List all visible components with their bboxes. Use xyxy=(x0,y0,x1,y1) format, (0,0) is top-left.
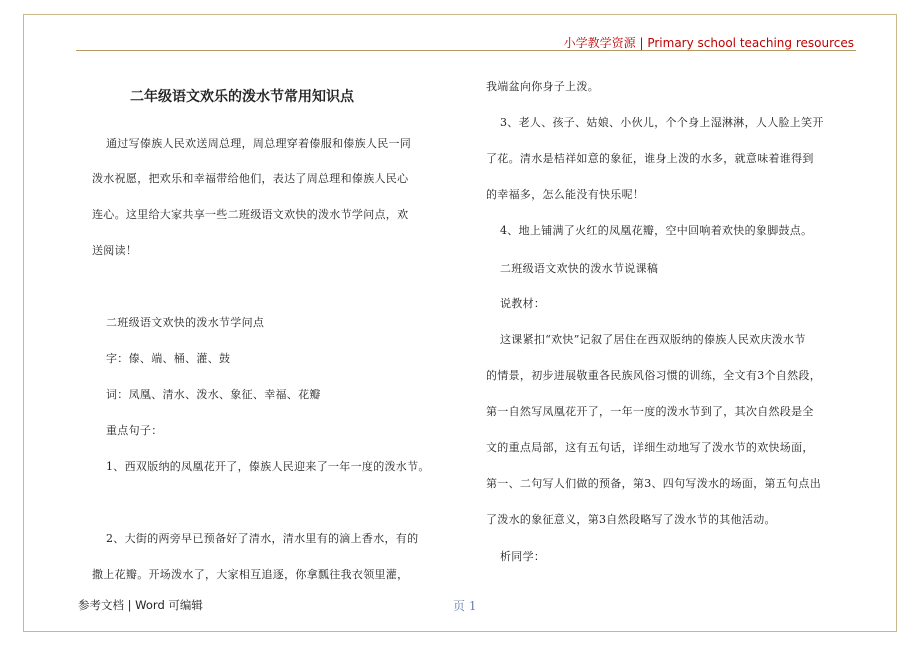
right-line-11: 文的重点局部，这有五句话，详细生动地写了泼水节的欢快场面， xyxy=(486,441,814,454)
header-site-text: 小学教学资源 | Primary school teaching resources xyxy=(563,36,854,50)
right-line-13: 了泼水的象征意义，第3自然段略写了泼水节的其他活动。 xyxy=(486,513,776,526)
left-line-4: 送阅读！ xyxy=(92,244,138,257)
left-line-1: 通过写傣族人民欢送周总理，周总理穿着傣服和傣族人民一同 xyxy=(106,137,412,150)
right-line-5: 4、地上铺满了火红的凤凰花瓣，空中回响着欢快的象脚鼓点。 xyxy=(500,224,813,237)
left-line-7: 词：凤凰、清水、泼水、象征、幸福、花瓣 xyxy=(106,388,321,401)
right-line-6: 二班级语文欢快的泼水节说课稿 xyxy=(500,262,659,275)
right-line-8: 这课紧扣“欢快”记叙了居住在西双版纳的傣族人民欢庆泼水节 xyxy=(500,333,806,346)
right-line-10: 第一自然写凤凰花开了，一年一度的泼水节到了，其次自然段是全 xyxy=(486,405,814,418)
right-line-9: 的情景，初步进展敬重各民族风俗习惯的训练，全文有3个自然段， xyxy=(486,369,821,382)
left-line-3: 连心。这里给大家共享一些二班级语文欢快的泼水节学问点，欢 xyxy=(92,208,409,221)
left-line-8: 重点句子： xyxy=(106,424,163,437)
document-title: 二年级语文欢乐的泼水节常用知识点 xyxy=(130,89,354,105)
right-line-1: 我端盆向你身子上泼。 xyxy=(486,80,599,93)
right-line-3: 了花。清水是桔祥如意的象征，谁身上泼的水多，就意味着谁得到 xyxy=(486,152,814,165)
left-line-10: 2、大街的两旁早已预备好了清水，清水里有的滴上香水，有的 xyxy=(106,532,419,545)
right-line-14: 析同学： xyxy=(500,550,546,563)
right-line-4: 的幸福多，怎么能没有快乐呢！ xyxy=(486,188,645,201)
right-line-12: 第一、二句写人们做的预备，第3、四句写泼水的场面，第五句点出 xyxy=(486,477,821,490)
left-line-5: 二班级语文欢快的泼水节学问点 xyxy=(106,316,265,329)
footer-doc-label: 参考文档 | Word 可编辑 xyxy=(78,598,203,612)
left-line-9: 1、西双版纳的凤凰花开了，傣族人民迎来了一年一度的泼水节。 xyxy=(106,460,430,473)
left-line-6: 字：傣、端、桶、灌、鼓 xyxy=(106,352,231,365)
left-line-2: 泼水祝愿，把欢乐和幸福带给他们，表达了周总理和傣族人民心 xyxy=(92,172,409,185)
right-line-7: 说教材： xyxy=(500,297,546,310)
footer-page-number: 页 1 xyxy=(453,599,477,613)
right-line-2: 3、老人、孩子、姑娘、小伙儿，个个身上湿淋淋，人人脸上笑开 xyxy=(500,116,824,129)
left-line-11: 撒上花瓣。开场泼水了，大家相互追逐，你拿瓢往我衣领里灌， xyxy=(92,568,409,581)
